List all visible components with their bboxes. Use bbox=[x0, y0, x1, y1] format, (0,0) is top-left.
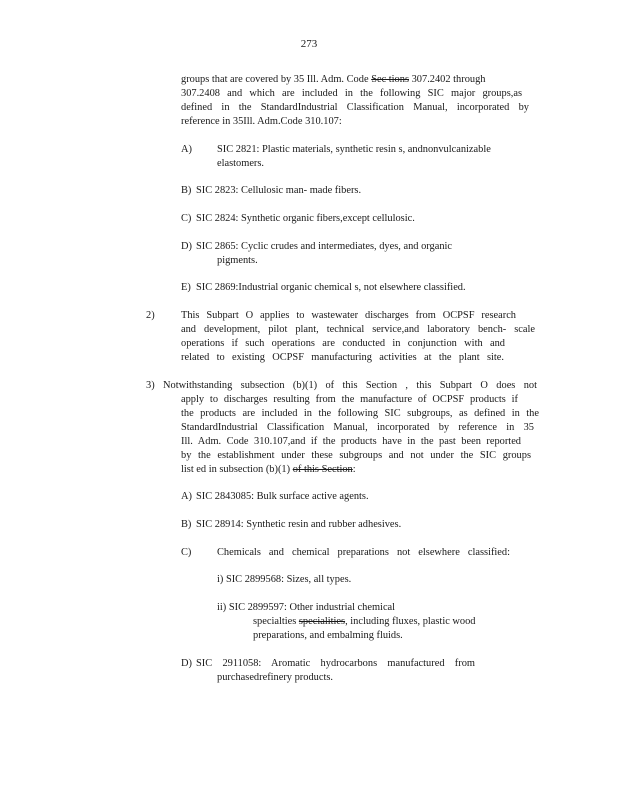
paragraph-marker: 2) bbox=[146, 310, 155, 321]
list-marker: D) bbox=[181, 658, 192, 669]
list-item-text: SIC 2823: Cellulosic man- made fibers. bbox=[196, 185, 362, 196]
intro-line-1: groups that are covered by 35 Ill. Adm. Code Sec tions 307.2402 through bbox=[181, 74, 486, 85]
list-marker: E) bbox=[181, 282, 191, 293]
paragraph-3-line-4: StandardIndustrial Classification Manual, incorporated by reference in 35 bbox=[181, 422, 534, 433]
paragraph-3-line-7: list ed in subsection (b)(1) of this Section: bbox=[181, 464, 356, 475]
paragraph-2-line-2: and development, pilot plant, technical service,and laboratory bench- scale bbox=[181, 324, 535, 335]
paragraph-2-line-4: related to existing OCPSF manufacturing activities at the plant site. bbox=[181, 352, 504, 363]
list-item-text: SIC 2824: Synthetic organic fibers,except cellulosic. bbox=[196, 213, 415, 224]
list-marker: B) bbox=[181, 185, 192, 196]
paragraph-3-line-2: apply to discharges resulting from the manufacture of OCPSF products if bbox=[181, 394, 518, 405]
struck-text: specialities bbox=[298, 616, 346, 627]
intro-line-3: defined in the StandardIndustrial Classification Manual, incorporated by bbox=[181, 102, 529, 113]
list-item-text: SIC 2821: Plastic materials, synthetic resin s, andnonvulcanizable bbox=[217, 144, 491, 155]
list-marker: B) bbox=[181, 519, 192, 530]
list-item-text: Chemicals and chemical preparations not elsewhere classified: bbox=[217, 547, 510, 558]
list-item-continuation: purchasedrefinery products. bbox=[217, 672, 333, 683]
paragraph-3-line-5: Ill. Adm. Code 310.107,and if the products have in the past been reported bbox=[181, 436, 521, 447]
list-marker: C) bbox=[181, 213, 192, 224]
list-item-continuation: pigments. bbox=[217, 255, 258, 266]
list-item-text: SIC 2843085: Bulk surface active agents. bbox=[196, 491, 369, 502]
list-item-text: SIC 28914: Synthetic resin and rubber adhesives. bbox=[196, 519, 402, 530]
paragraph-3-line-6: by the establishment under these subgroups and not under the SIC groups bbox=[181, 450, 531, 461]
sublist-item-text: ii) SIC 2899597: Other industrial chemical bbox=[217, 602, 396, 613]
struck-text: of this Section bbox=[292, 464, 353, 475]
list-marker: A) bbox=[181, 491, 192, 502]
list-marker: C) bbox=[181, 547, 192, 558]
intro-line-4: reference in 35Ill. Adm.Code 310.107: bbox=[181, 116, 342, 127]
sublist-item-continuation: preparations, and embalming fluids. bbox=[253, 630, 403, 641]
sublist-item-continuation: specialties specialities, including fluxes, plastic wood bbox=[253, 616, 476, 627]
list-item-text: SIC 2869:Industrial organic chemical s, not elsewhere classified. bbox=[196, 282, 466, 293]
paragraph-2-line-3: operations if such operations are conducted in conjunction with and bbox=[181, 338, 505, 349]
list-marker: D) bbox=[181, 241, 192, 252]
intro-line-2: 307.2408 and which are included in the following SIC major groups,as bbox=[181, 88, 522, 99]
list-item-text: SIC 2911058: Aromatic hydrocarbons manufactured from bbox=[196, 658, 475, 669]
paragraph-3-line-3: the products are included in the following SIC subgroups, as defined in the bbox=[181, 408, 539, 419]
list-item-text: SIC 2865: Cyclic crudes and intermediates, dyes, and organic bbox=[196, 241, 453, 252]
paragraph-2-line-1: This Subpart O applies to wastewater discharges from OCPSF research bbox=[181, 310, 516, 321]
struck-text: Sec tions bbox=[371, 74, 409, 85]
sublist-item-text: i) SIC 2899568: Sizes, all types. bbox=[217, 574, 352, 585]
list-item-continuation: elastomers. bbox=[217, 158, 265, 169]
paragraph-3-line-1: 3) Notwithstanding subsection (b)(1) of this Section , this Subpart O does not bbox=[146, 380, 537, 391]
list-marker: A) bbox=[181, 144, 192, 155]
page-number: 273 bbox=[300, 38, 318, 50]
